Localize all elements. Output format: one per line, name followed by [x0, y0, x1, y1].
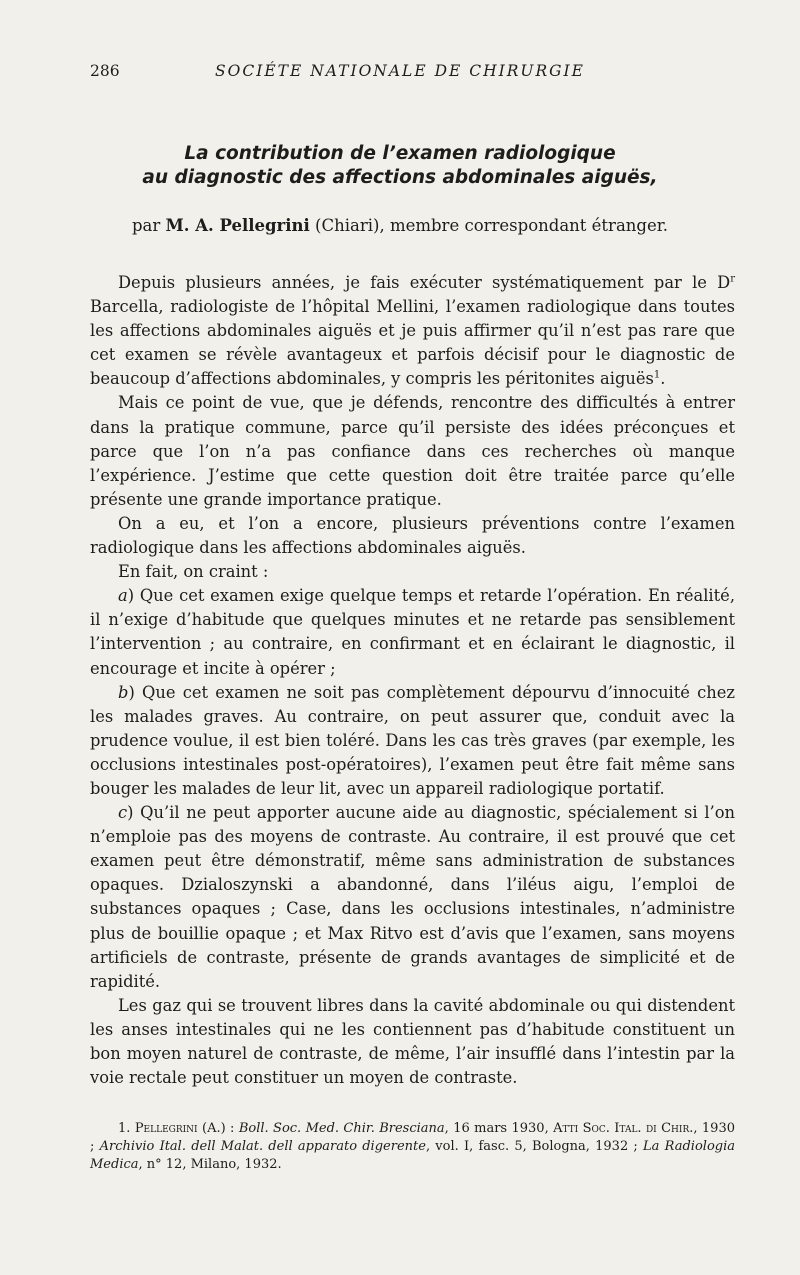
paragraph: On a eu, et l’on a encore, plusieurs préventions contre l’examen radiologique dans les affections abdominales aiguës.: [90, 513, 735, 558]
byline-prefix: par: [131, 216, 161, 235]
citation-source: Boll. Soc. Med. Chir. Bresciana: [238, 1121, 445, 1136]
footnote-author: Pellegrini: [134, 1121, 198, 1136]
byline: [90, 214, 710, 238]
running-title: SOCIÉTE NATIONALE DE CHIRURGIE: [215, 62, 585, 80]
paragraph: c) Qu’il ne peut apporter aucune aide au diagnostic, spécialement si l’on n’emploie pas des moyens de contraste. Au contraire, il est prouvé que cet examen peut être démonstratif, même sans administration de substances opaques. Dzialoszynski a abandonné, dans l’iléus aigu, l’emploi de substances opaques ; Case, dans les occlusions intestinales, n’administre plus de bouillie opaque ; et Max Ritvo est d’avis que l’examen, sans moyens artificiels de contraste, présente de grands avantages de simplicité et de rapidité.: [90, 803, 735, 991]
paragraph: Depuis plusieurs années, je fais exécuter systématiquement par le $D^r$ Barcella, radiologiste de l’hôpital Mellini, l’examen radiologique dans toutes les affections abdominales aiguës et je puis affirmer qu’il n’est pas rare que cet examen se révèle avantageux et parfois décisif pour le diagnostic de beaucoup d’affections abdominales, y compris les péritonites aiguës$^1$.: [90, 273, 735, 389]
footnote-number: 1.: [118, 1121, 131, 1136]
paragraph: En fait, on craint :: [118, 562, 269, 582]
footnote-ref: 1: [653, 369, 661, 381]
author-name: M. A. Pellegrini: [165, 216, 310, 235]
citation-source: Archivio Ital. dell Malat. dell apparato digerente: [99, 1139, 426, 1154]
list-label: b: [118, 682, 129, 702]
citation-source: La Radiologia Medica: [90, 1139, 736, 1172]
footnote: 1. Pellegrini (A.) : Boll. Soc. Med. Chir. Bresciana, 16 mars 1930, Atti Soc. Ital. di Chir., 1930 ; Archivio Ital. dell Malat. dell apparato digerente, vol. I, fasc. 5, Bologna, 1932 ; La Radiologia Medica, n° 12, Milano, 1932.: [90, 1121, 736, 1172]
list-label: a: [118, 586, 128, 606]
paragraph: Mais ce point de vue, que je défends, rencontre des difficultés à entrer dans la pratique commune, parce qu’il persiste des idées préconçues et parce que l’on n’a pas confiance dans ces recherches où manque l’expérience. J’estime que cette question doit être traitée parce qu’elle présente une grande importance pratique.: [90, 393, 735, 509]
page-number: 286: [90, 62, 120, 80]
title-line-2: au diagnostic des affections abdominales aiguës,: [142, 167, 658, 188]
title-line-1: La contribution de l’examen radiologique: [184, 143, 616, 164]
paragraph: b) Que cet examen ne soit pas complètement dépourvu d’innocuité chez les malades graves. Au contraire, on peut assurer que, conduit avec la prudence voulue, il est bien toléré. Dans les cas très graves (par exemple, les occlusions intestinales post-opératoires), l’examen peut être fait même sans bouger les malades de leur lit, avec un appareil radiologique portatif.: [90, 682, 735, 798]
paragraph: a) Que cet examen exige quelque temps et retarde l’opération. En réalité, il n’exige d’habitude que quelques minutes et ne retarde pas sensiblement l’intervention ; au contraire, en confirmant et en éclairant le diagnostic, il encourage et incite à opérer ;: [90, 586, 735, 678]
article-body: [90, 271, 735, 1090]
author-affiliation: (Chiari), membre correspondant étranger.: [315, 216, 669, 235]
article-title: [60, 142, 740, 190]
citation-source: Atti Soc. Ital. di Chir.: [553, 1121, 694, 1136]
paragraph: Les gaz qui se trouvent libres dans la cavité abdominale ou qui distendent les anses intestinales qui ne les contiennent pas d’habitude constituent un bon moyen naturel de contraste, de même, l’air insufflé dans l’intestin par la voie rectale peut constituer un moyen de contraste.: [90, 995, 735, 1088]
list-label: c: [118, 803, 128, 823]
page-header: [0, 62, 800, 86]
